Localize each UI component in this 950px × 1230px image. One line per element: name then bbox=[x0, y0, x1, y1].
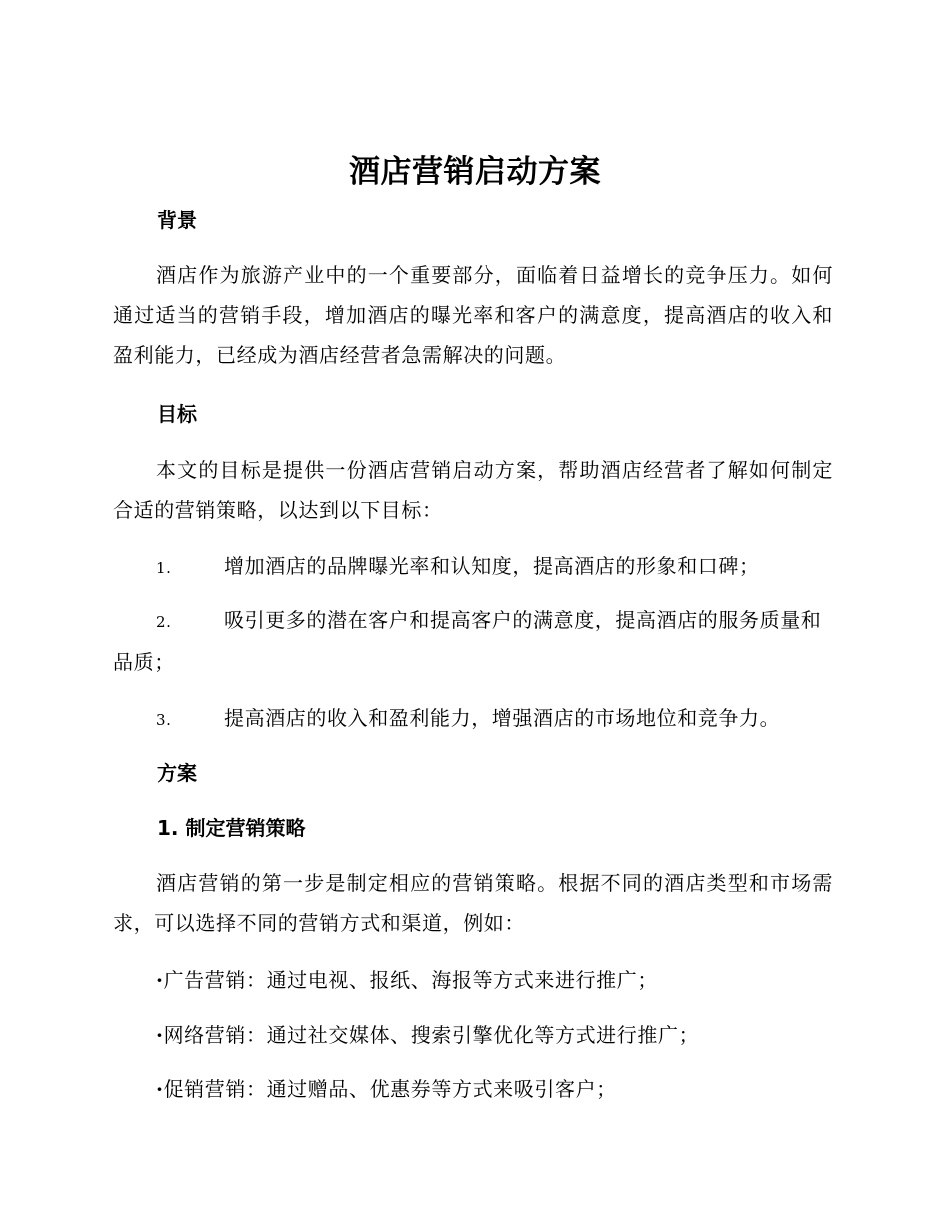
section-heading-background: 背景 bbox=[157, 208, 197, 232]
goal-list-item bbox=[113, 698, 833, 740]
sub-heading-strategy: 1. 制定营销策略 bbox=[157, 816, 306, 840]
bullet-dot: · bbox=[156, 1023, 164, 1047]
list-number: 2. bbox=[156, 613, 172, 631]
plan-paragraph: 酒店营销的第一步是制定相应的营销策略。根据不同的酒店类型和市场需求，可以选择不同的营销方式和渠道，例如： bbox=[113, 871, 833, 935]
bullet-text: 网络营销：通过社交媒体、搜索引擎优化等方式进行推广； bbox=[163, 1023, 700, 1047]
bullet-item bbox=[156, 1075, 617, 1103]
section-heading-plan: 方案 bbox=[157, 761, 197, 785]
bullet-dot: · bbox=[156, 1077, 164, 1101]
goal-paragraph: 本文的目标是提供一份酒店营销启动方案，帮助酒店经营者了解如何制定合适的营销策略，以达到以下目标： bbox=[113, 458, 833, 522]
document-title: 酒店营销启动方案 bbox=[349, 154, 601, 190]
list-item-text: 增加酒店的品牌曝光率和认知度，提高酒店的形象和口碑； bbox=[224, 554, 760, 578]
list-item-text: 吸引更多的潜在客户和提高客户的满意度，提高酒店的服务质量和品质； bbox=[113, 608, 822, 674]
goal-list-item bbox=[113, 546, 833, 588]
bullet-item bbox=[156, 1021, 699, 1049]
section-heading-goal: 目标 bbox=[157, 402, 197, 426]
bullet-item bbox=[156, 966, 658, 994]
bullet-dot: · bbox=[156, 968, 164, 992]
bullet-text: 广告营销：通过电视、报纸、海报等方式来进行推广； bbox=[163, 968, 658, 992]
bullet-text: 促销营销：通过赠品、优惠券等方式来吸引客户； bbox=[163, 1077, 617, 1101]
list-number: 3. bbox=[156, 711, 172, 729]
list-number: 1. bbox=[156, 559, 172, 577]
list-item-text: 提高酒店的收入和盈利能力，增强酒店的市场地位和竞争力。 bbox=[224, 706, 781, 730]
goal-list-item bbox=[113, 600, 833, 682]
background-paragraph: 酒店作为旅游产业中的一个重要部分，面临着日益增长的竞争压力。如何通过适当的营销手段，增加酒店的曝光率和客户的满意度，提高酒店的收入和盈利能力，已经成为酒店经营者急需解决的问题。 bbox=[113, 263, 833, 367]
